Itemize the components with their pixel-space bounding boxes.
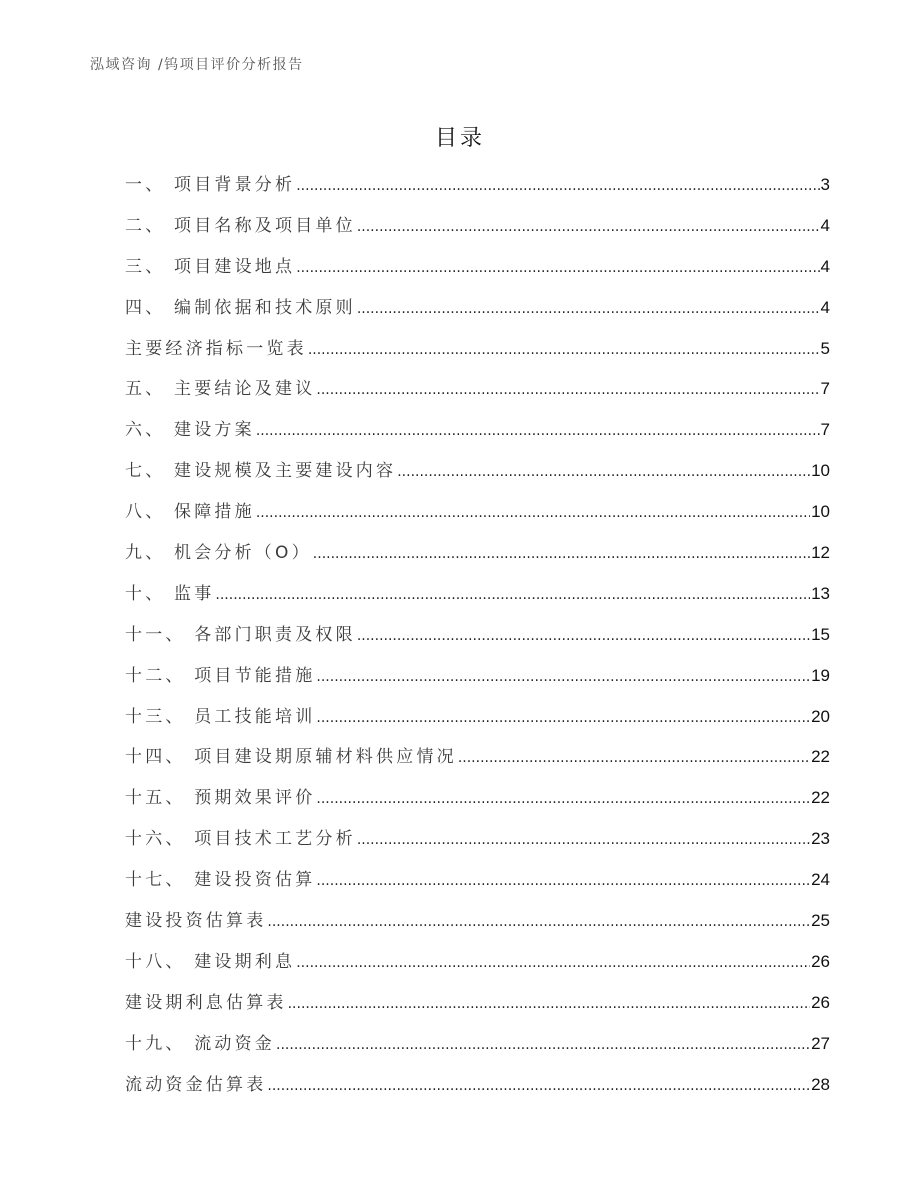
toc-entry[interactable]	[125, 906, 830, 947]
dot-leader	[256, 423, 820, 439]
toc-entry-label: 六、 建设方案	[125, 420, 255, 441]
toc-entry-label: 十五、 预期效果评价	[125, 788, 316, 809]
toc-entry[interactable]	[125, 538, 830, 579]
toc-entry[interactable]	[125, 824, 830, 865]
dot-leader	[316, 382, 819, 398]
toc-entry-page: 4	[820, 256, 830, 276]
toc-entry[interactable]	[125, 1029, 830, 1070]
toc-entry-label: 流动资金估算表	[125, 1074, 267, 1095]
dot-leader	[316, 710, 810, 726]
dot-leader	[316, 873, 810, 889]
toc-entry-page: 12	[811, 543, 830, 563]
toc-entry-label: 十九、 流动资金	[125, 1033, 276, 1054]
toc-entry-page: 15	[811, 624, 830, 644]
toc-entry-page: 26	[811, 992, 830, 1012]
toc-entry[interactable]	[125, 374, 830, 415]
toc-entry-page: 27	[811, 1033, 830, 1053]
toc-entry[interactable]	[125, 1070, 830, 1111]
toc-entry-page: 28	[811, 1074, 830, 1094]
toc-entry-label: 建设投资估算表	[125, 911, 267, 932]
toc-entry[interactable]	[125, 661, 830, 702]
toc-entry[interactable]	[125, 252, 830, 293]
dot-leader	[313, 546, 810, 562]
dot-leader	[296, 955, 810, 971]
dot-leader	[288, 996, 810, 1012]
toc-entry-page: 25	[811, 911, 830, 931]
toc-entry[interactable]	[125, 620, 830, 661]
dot-leader	[296, 260, 819, 276]
toc-entry-page: 3	[820, 175, 830, 194]
toc-entry[interactable]	[125, 497, 830, 538]
toc-entry-label: 九、 机会分析（O）	[125, 543, 312, 564]
toc-entry-label: 十六、 项目技术工艺分析	[125, 829, 356, 850]
toc-entry-page: 5	[820, 338, 830, 358]
toc-entry-label: 四、 编制依据和技术原则	[125, 297, 356, 318]
toc-entry[interactable]	[125, 170, 830, 211]
toc-entry[interactable]	[125, 988, 830, 1029]
toc-entry-page: 26	[811, 951, 830, 971]
dot-leader	[267, 914, 810, 930]
toc-entry-page: 24	[811, 870, 830, 890]
toc-entry-page: 22	[811, 747, 830, 767]
dot-leader	[397, 464, 810, 480]
toc-entry-label: 三、 项目建设地点	[125, 256, 296, 277]
dot-leader	[357, 628, 810, 644]
toc-entry-page: 19	[811, 665, 830, 685]
toc-entry-label: 二、 项目名称及项目单位	[125, 215, 356, 236]
toc-entry-label: 十八、 建设期利息	[125, 951, 296, 972]
toc-entry-page: 7	[820, 420, 830, 440]
toc-entry[interactable]	[125, 211, 830, 252]
toc-entry-label: 十七、 建设投资估算	[125, 870, 316, 891]
toc-entry-page: 10	[811, 502, 830, 522]
toc-entry-page: 23	[811, 829, 830, 849]
dot-leader	[316, 791, 810, 807]
toc-entry-label: 十三、 员工技能培训	[125, 706, 316, 727]
toc-entry[interactable]	[125, 334, 830, 375]
toc-entry[interactable]	[125, 742, 830, 783]
toc-entry-label: 十二、 项目节能措施	[125, 665, 316, 686]
toc-entry-page: 4	[820, 215, 830, 235]
dot-leader	[357, 219, 820, 235]
toc-entry-label: 建设期利息估算表	[125, 992, 287, 1013]
toc-entry-label: 五、 主要结论及建议	[125, 379, 316, 400]
toc-entry-label: 十、 监事	[125, 583, 215, 604]
dot-leader	[276, 1037, 810, 1053]
toc-entry[interactable]	[125, 456, 830, 497]
toc-entry-label: 十一、 各部门职责及权限	[125, 624, 356, 645]
toc-entry-page: 20	[811, 706, 830, 726]
toc-entry-page: 22	[811, 788, 830, 808]
toc-entry-label: 七、 建设规模及主要建设内容	[125, 461, 397, 482]
toc-entry[interactable]	[125, 947, 830, 988]
dot-leader	[296, 178, 819, 194]
toc-entry[interactable]	[125, 783, 830, 824]
dot-leader	[357, 832, 810, 848]
dot-leader	[316, 669, 810, 685]
toc-entry-label: 十四、 项目建设期原辅材料供应情况	[125, 747, 457, 768]
dot-leader	[256, 505, 810, 521]
toc-entry-label: 主要经济指标一览表	[125, 338, 307, 359]
dot-leader	[267, 1078, 810, 1094]
running-header: 泓域咨询 /钨项目评价分析报告	[90, 57, 304, 73]
dot-leader	[308, 342, 820, 358]
dot-leader	[215, 587, 810, 603]
toc-title: 目录	[434, 126, 485, 151]
toc-entry-page: 4	[820, 297, 830, 317]
toc-entry-page: 10	[811, 461, 830, 481]
toc-entry[interactable]	[125, 579, 830, 620]
toc-entry[interactable]	[125, 702, 830, 743]
toc-entry-page: 13	[811, 583, 830, 603]
toc-entry-page: 7	[820, 379, 830, 399]
dot-leader	[357, 301, 820, 317]
table-of-contents	[125, 170, 830, 1110]
toc-entry-label: 八、 保障措施	[125, 502, 255, 523]
dot-leader	[458, 750, 810, 766]
toc-entry-label: 一、 项目背景分析	[125, 175, 296, 195]
toc-entry[interactable]	[125, 415, 830, 456]
toc-entry[interactable]	[125, 865, 830, 906]
toc-entry[interactable]	[125, 293, 830, 334]
